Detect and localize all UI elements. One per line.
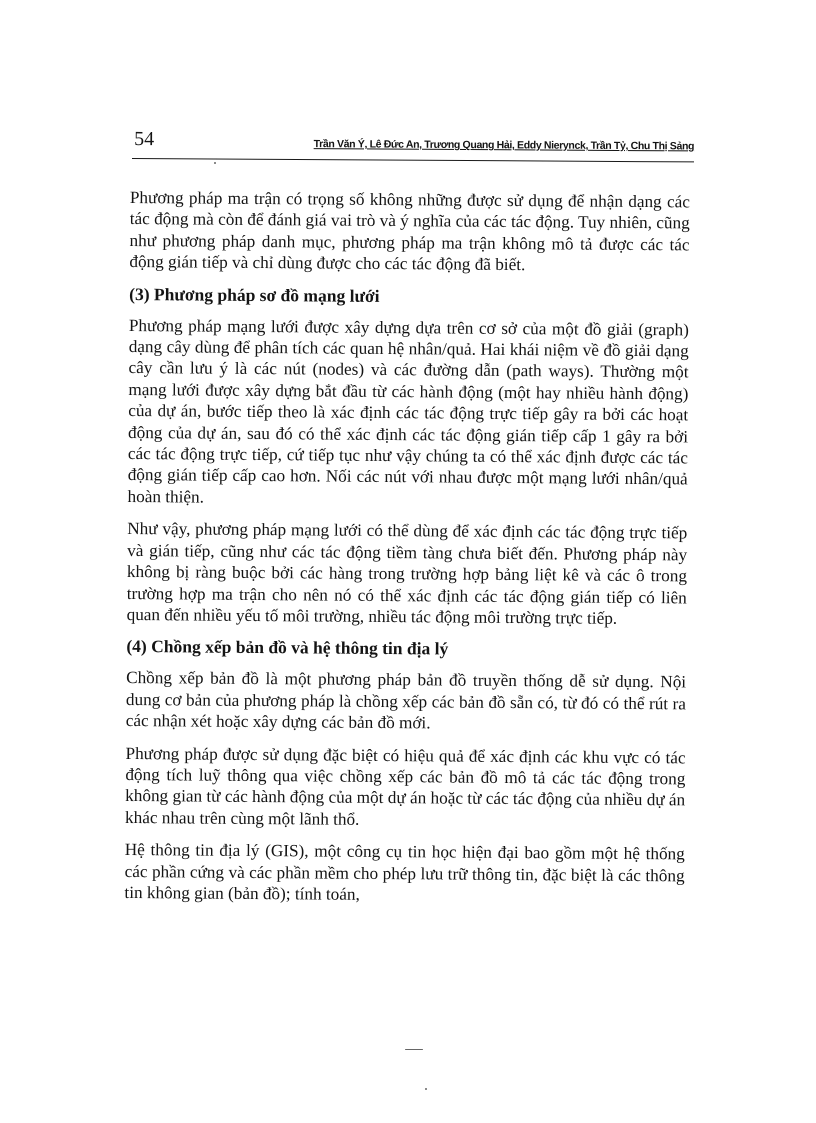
paragraph-weighted-matrix: Phương pháp ma trận có trọng số không những được sử dụng để nhận dạng các tác động mà còn để đánh giá vai trò và ý nghĩa của các tác động. Tuy nhiên, cũng như phương pháp danh mục, phương pháp ma trận không mô tả được các tác động gián tiếp và chỉ dùng được cho các tác động đã biết. [129, 187, 690, 275]
body-text [124, 187, 690, 919]
page-header [132, 128, 694, 162]
page-number: 54 [134, 128, 155, 151]
paragraph-network-method: Phương pháp mạng lưới được xây dựng dựa trên cơ sở của một đồ giải (graph) dạng cây dùng để phân tích các quan hệ nhân/quả. Hai khái niệm về đồ giải dạng cây cần lưu ý là các nút (nodes) và các đường dẫn (path ways). Thường một mạng lưới được xây dựng bắt đầu từ các hành động (một hay nhiều hành động) của dự án, bước tiếp theo là xác định các tác động trực tiếp gây ra bởi các hoạt động của dự án, sau đó có thể xác định các tác động gián tiếp cấp 1 gây ra bởi các tác động trực tiếp, cứ tiếp tục như vậy chúng ta có thể xác định được các tác động gián tiếp cấp cao hơn. Nối các nút với nhau được một mạng lưới nhân/quả hoàn thiện. [127, 315, 689, 507]
scan-speck [405, 1049, 423, 1050]
scan-speck [214, 162, 216, 164]
paragraph-gis: Hệ thông tin địa lý (GIS), một công cụ tin học hiện đại bao gồm một hệ thống các phần cứng và các phần mềm cho phép lưu trữ thông tin, đặc biệt là các thông tin không gian (bản đồ); tính toán, [124, 840, 685, 904]
paragraph-overlay-effectiveness: Phương pháp được sử dụng đặc biệt có hiệu quả để xác định các khu vực có tác động tích luỹ thông qua việc chồng xếp các bản đồ mô tả các tác động trong không gian từ các hành động của một dự án hoặc từ các tác động của nhiều dự án khác nhau trên cùng một lãnh thổ. [124, 743, 686, 829]
paragraph-map-overlay: Chồng xếp bản đồ là một phương pháp bản đồ truyền thống dễ sử dụng. Nội dung cơ bản của phương pháp là chồng xếp các bản đồ sẵn có, từ đó có thể rút ra các nhận xét hoặc xây dựng các bản đồ mới. [125, 668, 687, 733]
section-heading-network-method: (3) Phương pháp sơ đồ mạng lưới [129, 283, 380, 306]
running-head-authors: Trần Văn Ý, Lê Đức An, Trương Quang Hải, Eddy Nierynck, Trần Tỷ, Chu Thị Sảng [313, 138, 695, 153]
paragraph-network-advantages: Như vậy, phương pháp mạng lưới có thể dùng để xác định các tác động trực tiếp và gián tiếp, cũng như các tác động tiềm tàng chưa biết đến. Phương pháp này không bị ràng buộc bởi các hàng trong trường hợp bảng liệt kê và các ô trong trường hợp ma trận cho nên nó có thể xác định các tác động gián tiếp có liên quan đến nhiều yếu tố môi trường, nhiều tác động môi trường trực tiếp. [126, 519, 688, 628]
section-heading-map-overlay-gis: (4) Chồng xếp bản đồ và hệ thông tin địa lý [126, 636, 449, 659]
scan-speck [425, 1088, 427, 1090]
